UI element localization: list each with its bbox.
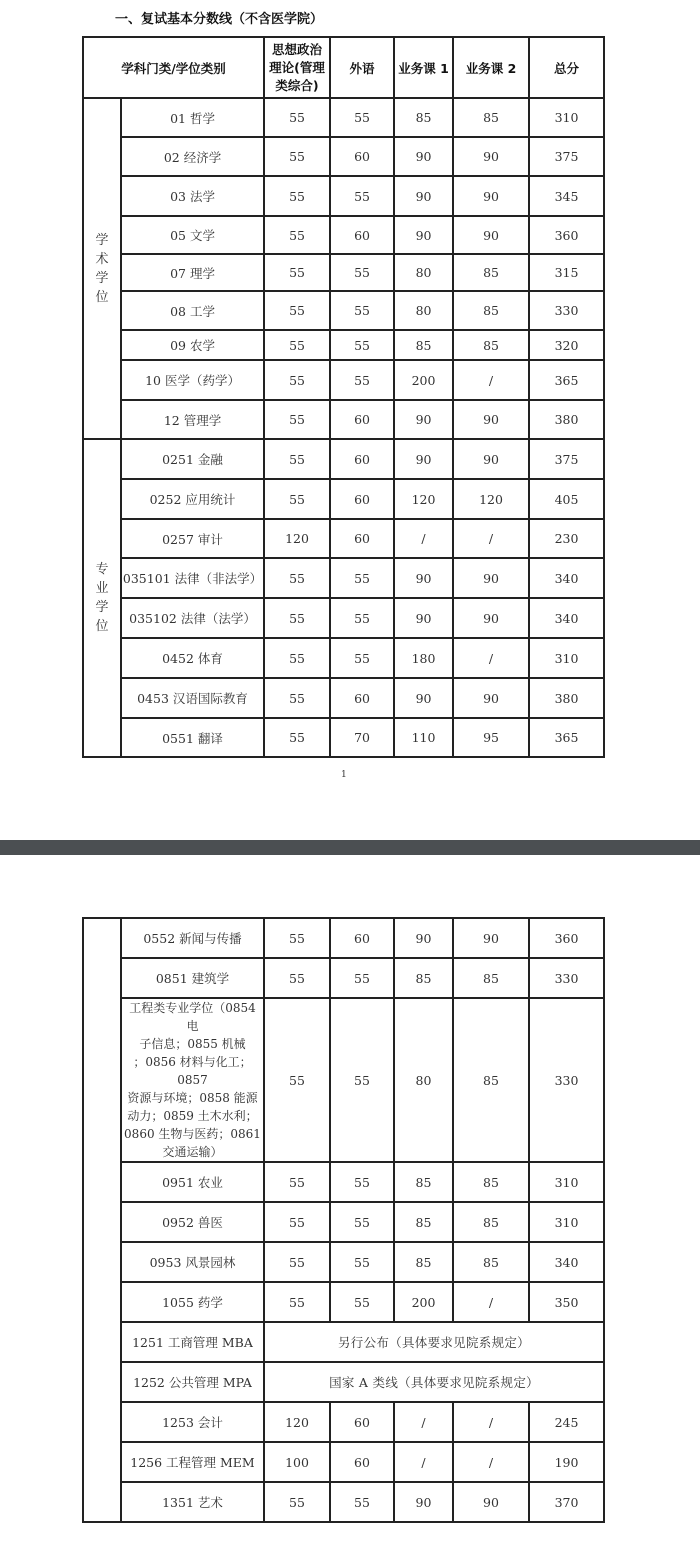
row-8-name: 1252 公共管理 MPA [121,1362,264,1402]
row-9-course1: 90 [394,439,453,479]
row-7-politics: 55 [264,360,330,400]
row-5-foreign: 55 [330,1242,394,1282]
row-3-course1: 85 [394,1162,453,1202]
row-5-name: 08 工学 [121,291,264,330]
table-row [83,479,604,519]
row-12-course2: 90 [453,558,529,598]
row-5-total: 330 [529,291,604,330]
row-6-foreign: 55 [330,330,394,360]
row-3-course1: 90 [394,216,453,254]
row-11-course2: / [453,519,529,558]
row-6-total: 350 [529,1282,604,1322]
row-4-total: 310 [529,1202,604,1242]
table-row [83,330,604,360]
row-13-course2: 90 [453,598,529,638]
group-professional: 专 业 学 位 [83,439,121,757]
row-10-foreign: 60 [330,1442,394,1482]
row-7-name: 10 医学（药学） [121,360,264,400]
row-3-name: 0951 农业 [121,1162,264,1202]
row-7-foreign: 55 [330,360,394,400]
row-2-foreign: 55 [330,998,394,1162]
page-number: 1 [341,770,347,780]
score-table-page-2 [82,917,605,1523]
row-1-total: 330 [529,958,604,998]
row-2-foreign: 55 [330,176,394,216]
row-0-name: 01 哲学 [121,98,264,137]
table-row [83,360,604,400]
row-0-foreign: 60 [330,918,394,958]
row-3-foreign: 60 [330,216,394,254]
row-9-total: 245 [529,1402,604,1442]
table-row [83,216,604,254]
header-course2: 业务课 2 [453,37,529,98]
row-10-total: 405 [529,479,604,519]
row-0-total: 360 [529,918,604,958]
header-course1: 业务课 1 [394,37,453,98]
row-7-course1: 200 [394,360,453,400]
table-row [83,1442,604,1482]
row-13-name: 035102 法律（法学） [121,598,264,638]
header-foreign: 外语 [330,37,394,98]
table-row [83,638,604,678]
table-row [83,1162,604,1202]
table-row [83,1202,604,1242]
row-9-politics: 120 [264,1402,330,1442]
row-6-course1: 200 [394,1282,453,1322]
row-0-politics: 55 [264,98,330,137]
row-5-politics: 55 [264,291,330,330]
row-3-foreign: 55 [330,1162,394,1202]
table-row [83,998,604,1162]
row-9-total: 375 [529,439,604,479]
row-3-name: 05 文学 [121,216,264,254]
row-5-foreign: 55 [330,291,394,330]
row-15-foreign: 60 [330,678,394,718]
row-14-total: 310 [529,638,604,678]
row-15-name: 0453 汉语国际教育 [121,678,264,718]
row-6-politics: 55 [264,1282,330,1322]
header-politics: 思想政治 理论(管理 类综合) [264,37,330,98]
table-row [83,718,604,757]
row-10-course2: / [453,1442,529,1482]
row-6-politics: 55 [264,330,330,360]
row-13-course1: 90 [394,598,453,638]
row-2-total: 345 [529,176,604,216]
row-10-course1: 120 [394,479,453,519]
row-2-politics: 55 [264,176,330,216]
row-12-total: 340 [529,558,604,598]
row-8-politics: 55 [264,400,330,439]
row-4-foreign: 55 [330,1202,394,1242]
row-16-foreign: 70 [330,718,394,757]
row-14-name: 0452 体育 [121,638,264,678]
row-4-total: 315 [529,254,604,291]
group-academic: 学 术 学 位 [83,98,121,439]
table-header-row [83,37,604,98]
row-16-total: 365 [529,718,604,757]
row-2-course1: 80 [394,998,453,1162]
table-row [83,598,604,638]
row-6-total: 320 [529,330,604,360]
row-4-name: 07 理学 [121,254,264,291]
row-7-name: 1251 工商管理 MBA [121,1322,264,1362]
table-row [83,918,604,958]
row-14-course2: / [453,638,529,678]
row-0-name: 0552 新闻与传播 [121,918,264,958]
row-8-foreign: 60 [330,400,394,439]
row-8-note: 国家 A 类线（具体要求见院系规定） [264,1362,604,1402]
row-4-name: 0952 兽医 [121,1202,264,1242]
row-9-name: 0251 金融 [121,439,264,479]
row-9-politics: 55 [264,439,330,479]
row-1-course1: 90 [394,137,453,176]
row-13-foreign: 55 [330,598,394,638]
row-1-foreign: 60 [330,137,394,176]
row-15-total: 380 [529,678,604,718]
row-11-total: 230 [529,519,604,558]
row-0-foreign: 55 [330,98,394,137]
row-3-politics: 55 [264,1162,330,1202]
row-0-total: 310 [529,98,604,137]
table-row [83,678,604,718]
row-1-course2: 90 [453,137,529,176]
row-9-foreign: 60 [330,1402,394,1442]
row-10-foreign: 60 [330,479,394,519]
row-1-politics: 55 [264,137,330,176]
row-0-course2: 85 [453,98,529,137]
row-3-course2: 85 [453,1162,529,1202]
row-2-course1: 90 [394,176,453,216]
row-8-total: 380 [529,400,604,439]
table-row [83,1282,604,1322]
table-row [83,291,604,330]
row-4-course1: 85 [394,1202,453,1242]
row-2-course2: 90 [453,176,529,216]
row-0-course2: 90 [453,918,529,958]
row-3-politics: 55 [264,216,330,254]
row-1-course1: 85 [394,958,453,998]
row-8-course1: 90 [394,400,453,439]
row-13-total: 340 [529,598,604,638]
page-separator [0,840,700,855]
row-4-foreign: 55 [330,254,394,291]
row-5-politics: 55 [264,1242,330,1282]
row-9-course2: / [453,1402,529,1442]
table-row [83,1482,604,1522]
row-11-foreign: 60 [330,519,394,558]
row-4-course1: 80 [394,254,453,291]
table-row [83,439,604,479]
table-row [83,176,604,216]
row-9-course1: / [394,1402,453,1442]
row-11-course2: 90 [453,1482,529,1522]
row-7-course2: / [453,360,529,400]
table-row [83,1402,604,1442]
row-16-politics: 55 [264,718,330,757]
row-1-total: 375 [529,137,604,176]
section-heading: 一、复试基本分数线（不含医学院） [115,12,324,27]
row-6-course2: / [453,1282,529,1322]
row-4-politics: 55 [264,1202,330,1242]
group-professional-continued [83,918,121,1522]
row-10-name: 0252 应用统计 [121,479,264,519]
row-12-politics: 55 [264,558,330,598]
row-6-name: 09 农学 [121,330,264,360]
row-1-course2: 85 [453,958,529,998]
row-2-name: 03 法学 [121,176,264,216]
row-10-politics: 100 [264,1442,330,1482]
header-total: 总分 [529,37,604,98]
row-2-politics: 55 [264,998,330,1162]
row-6-name: 1055 药学 [121,1282,264,1322]
row-3-course2: 90 [453,216,529,254]
row-11-foreign: 55 [330,1482,394,1522]
document-page-2 [0,855,700,1552]
row-12-name: 035101 法律（非法学） [121,558,264,598]
row-9-foreign: 60 [330,439,394,479]
row-3-total: 360 [529,216,604,254]
row-11-course1: 90 [394,1482,453,1522]
row-10-politics: 55 [264,479,330,519]
row-0-politics: 55 [264,918,330,958]
row-1-name: 02 经济学 [121,137,264,176]
row-5-total: 340 [529,1242,604,1282]
row-13-politics: 55 [264,598,330,638]
row-1-politics: 55 [264,958,330,998]
row-11-name: 0257 审计 [121,519,264,558]
row-2-name: 工程类专业学位（0854 电 子信息；0855 机械 ；0856 材料与化工；0857 资源与环境；0858 能源 动力；0859 土木水利； 0860 生物与医药；0861 交通运输） [121,998,264,1162]
row-5-course2: 85 [453,291,529,330]
row-11-politics: 55 [264,1482,330,1522]
row-6-foreign: 55 [330,1282,394,1322]
table-row [83,1242,604,1282]
row-11-course1: / [394,519,453,558]
row-14-foreign: 55 [330,638,394,678]
row-14-politics: 55 [264,638,330,678]
table-row [83,558,604,598]
row-16-name: 0551 翻译 [121,718,264,757]
row-15-course2: 90 [453,678,529,718]
row-5-course1: 80 [394,291,453,330]
row-11-name: 1351 艺术 [121,1482,264,1522]
row-12-course1: 90 [394,558,453,598]
table-row [83,400,604,439]
row-8-name: 12 管理学 [121,400,264,439]
row-0-course1: 90 [394,918,453,958]
table-row [83,98,604,137]
row-4-politics: 55 [264,254,330,291]
row-15-course1: 90 [394,678,453,718]
row-8-course2: 90 [453,400,529,439]
score-table-page-1 [82,36,605,758]
table-row [83,254,604,291]
table-row [83,958,604,998]
row-1-foreign: 55 [330,958,394,998]
row-1-name: 0851 建筑学 [121,958,264,998]
row-0-course1: 85 [394,98,453,137]
row-2-total: 330 [529,998,604,1162]
row-10-name: 1256 工程管理 MEM [121,1442,264,1482]
row-9-course2: 90 [453,439,529,479]
row-16-course1: 110 [394,718,453,757]
row-5-name: 0953 风景园林 [121,1242,264,1282]
row-10-total: 190 [529,1442,604,1482]
row-15-politics: 55 [264,678,330,718]
row-7-note: 另行公布（具体要求见院系规定） [264,1322,604,1362]
table-row [83,1322,604,1362]
row-14-course1: 180 [394,638,453,678]
header-category: 学科门类/学位类别 [83,37,264,98]
row-6-course2: 85 [453,330,529,360]
table-row [83,1362,604,1402]
table-row [83,137,604,176]
row-2-course2: 85 [453,998,529,1162]
row-16-course2: 95 [453,718,529,757]
row-10-course2: 120 [453,479,529,519]
table-row [83,519,604,558]
row-9-name: 1253 会计 [121,1402,264,1442]
row-12-foreign: 55 [330,558,394,598]
row-4-course2: 85 [453,1202,529,1242]
row-11-total: 370 [529,1482,604,1522]
row-10-course1: / [394,1442,453,1482]
row-6-course1: 85 [394,330,453,360]
row-3-total: 310 [529,1162,604,1202]
row-4-course2: 85 [453,254,529,291]
row-5-course1: 85 [394,1242,453,1282]
row-5-course2: 85 [453,1242,529,1282]
row-7-total: 365 [529,360,604,400]
row-11-politics: 120 [264,519,330,558]
